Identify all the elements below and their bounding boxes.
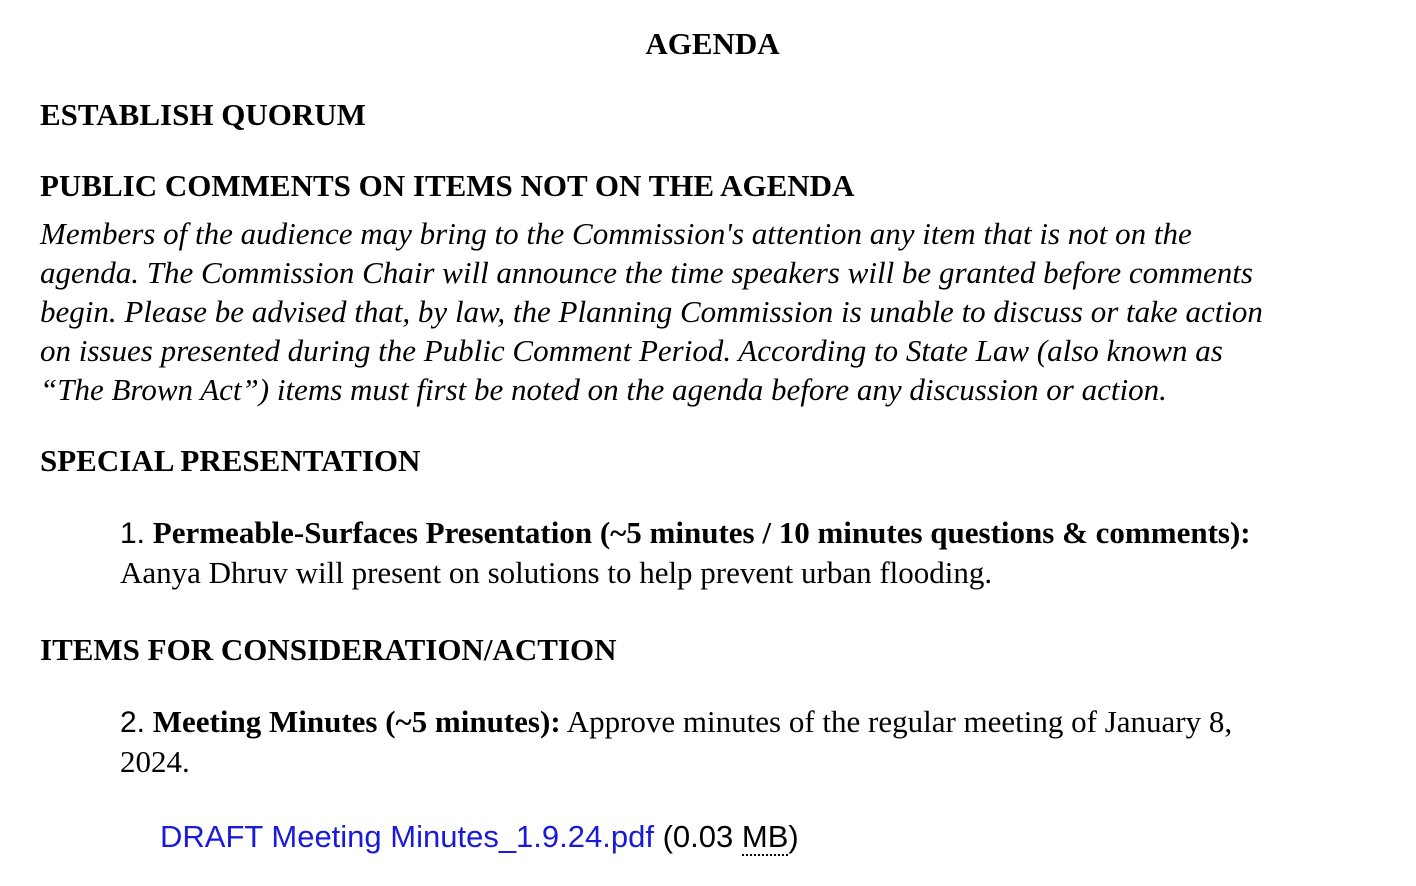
notice-line: on issues presented during the Public Comment Period. According to State Law (also known as (40, 333, 1223, 368)
item-description: Aanya Dhruv will present on solutions to help prevent urban flooding. (120, 555, 993, 590)
notice-line: Members of the audience may bring to the Commission's attention any item that is not on the (40, 216, 1192, 251)
notice-line: agenda. The Commission Chair will announce the time speakers will be granted before comments (40, 255, 1253, 290)
draft-minutes-pdf-link[interactable]: DRAFT Meeting Minutes_1.9.24.pdf (160, 819, 654, 854)
agenda-title: AGENDA (645, 26, 780, 61)
item-number: 2. (120, 706, 146, 739)
heading-establish-quorum: ESTABLISH QUORUM (40, 97, 366, 132)
item-description: Approve minutes of the regular meeting of January 8, (566, 704, 1233, 739)
public-comment-notice (40, 214, 1390, 409)
item-number: 1. (120, 517, 146, 550)
notice-line: begin. Please be advised that, by law, the Planning Commission is unable to discuss or take action (40, 294, 1263, 329)
item-title: Permeable-Surfaces Presentation (~5 minutes / 10 minutes questions & comments): (152, 515, 1251, 550)
file-size-unit: MB (741, 819, 789, 854)
item-description-continued: 2024. (120, 744, 190, 779)
heading-public-comments: PUBLIC COMMENTS ON ITEMS NOT ON THE AGENDA (40, 168, 855, 203)
notice-line: “The Brown Act”) items must first be noted on the agenda before any discussion or action. (40, 372, 1167, 407)
agenda-item-2 (120, 702, 1390, 781)
item-title: Meeting Minutes (~5 minutes): (152, 704, 561, 739)
heading-items-for-consideration: ITEMS FOR CONSIDERATION/ACTION (40, 632, 617, 667)
file-size: (0.03 MB) (662, 819, 799, 854)
agenda-item-1 (120, 513, 1390, 592)
heading-special-presentation: SPECIAL PRESENTATION (40, 443, 421, 478)
attachment-row (160, 818, 799, 856)
